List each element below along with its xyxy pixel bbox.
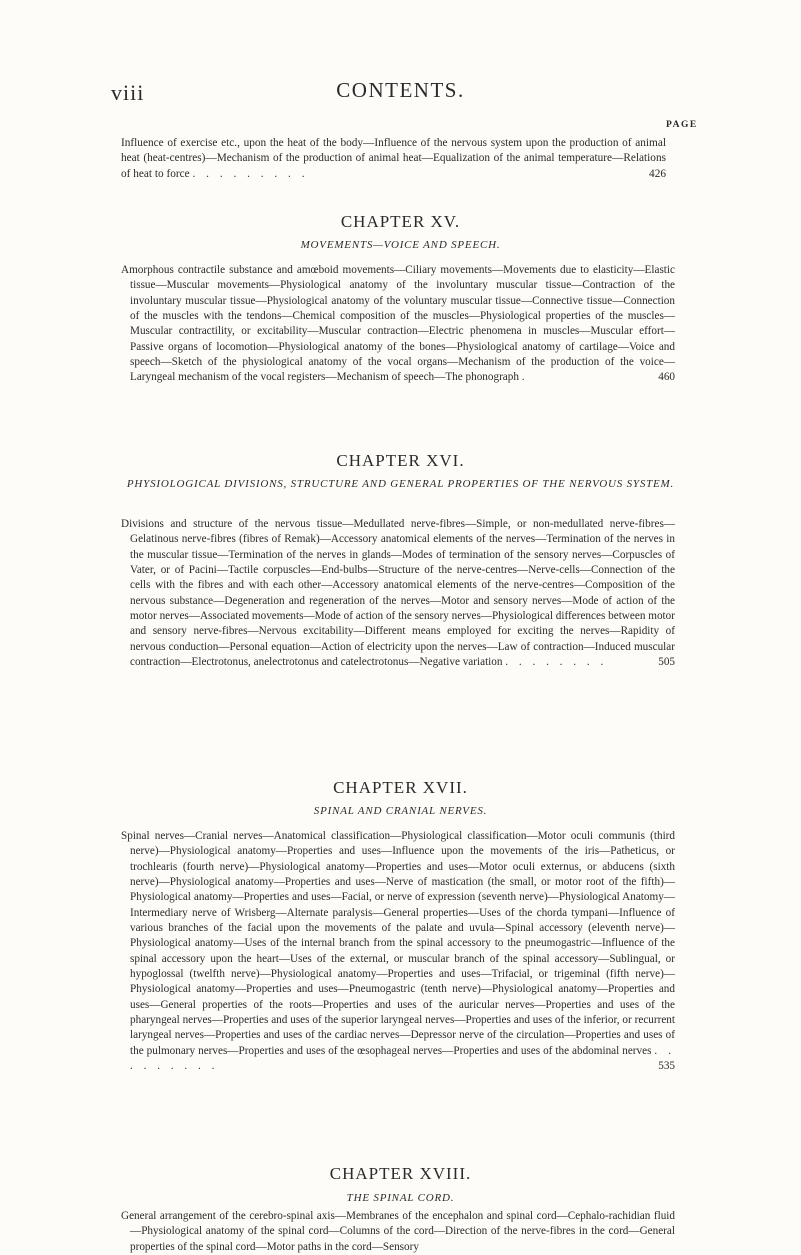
chapter-subtitle: THE SPINAL CORD. — [346, 1192, 455, 1204]
page-number: 460 — [658, 371, 675, 384]
entry-text: Amorphous contractile substance and amœboid movements—Ciliary movements—Movements due to elasticity—Elastic tissue—Muscular movements—Physiological anatomy of the involuntary muscular tissue—Contraction of the involuntary muscular tissue—Physiological anatomy of the voluntary muscular tissue—Connective tissue—Connection of the muscles with the tendons—Chemical composition of the muscles—Physiological properties of the muscles—Muscular contractility, or excitability—Muscular contraction—Electric phenomena in muscles—Muscular effort—Passive organs of locomotion—Physiological anatomy of the bones—Physiological anatomy of cartilage—Voice and speech—Sketch of the physiological anatomy of the vocal organs—Mechanism of the production of the voice—Laryngeal mechanism of the vocal registers—Mechanism of speech—The phonograph — [121, 264, 675, 384]
page-number: 426 — [649, 167, 666, 180]
entry-text: Influence of exercise etc., upon the heat of the body—Influence of the nervous system upon the production of animal heat (heat-centres)—Mechanism of the production of animal heat—Equalization of the animal temperature—Relations of heat to force — [121, 137, 666, 180]
chapter-synopsis — [121, 829, 675, 1075]
chapter-title: CHAPTER XVI. — [336, 451, 465, 470]
chapter-synopsis — [121, 1209, 675, 1255]
chapter-title: CHAPTER XV. — [340, 212, 461, 231]
chapter-title: CHAPTER XVIII. — [329, 1164, 472, 1183]
chapter-subtitle: MOVEMENTS—VOICE AND SPEECH. — [300, 239, 501, 251]
page-number: 535 — [658, 1060, 675, 1073]
entry-text: Spinal nerves—Cranial nerves—Anatomical classification—Physiological classification—Motor oculi communis (third nerve)—Physiological anatomy—Properties and uses—Influence upon the movements of the iris—Patheticus, or trochlearis (fourth nerve)—Physiological anatomy—Properties and uses—Motor oculi externus, or abducens (sixth nerve)—Physiological anatomy—Properties and uses—Nerve of mastication (the small, or motor root of the fifth)—Physiological anatomy—Properties and uses—Facial, or nerve of expression (seventh nerve)—Physiological Anatomy—Intermediary nerve of Wrisberg—Alternate paralysis—General properties—Uses of the chorda tympani—Influence of various branches of the facial upon the movements of the palate and uvula—Spinal accessory (eleventh nerve)—Physiological anatomy—Uses of the internal branch from the spinal accessory to the pneumogastric—Influence of the spinal accessory upon the heart—Uses of the external, or muscular branch of the spinal accessory—Sublingual, or hypoglossal (twelfth nerve)—Physiological anatomy—Properties and uses—Trifacial, or trigeminal (fifth nerve)—Physiological anatomy—Properties and uses—Pneumogastric (tenth nerve)—Physiological anatomy—Properties and uses—General properties of the roots—Properties and uses of the auricular nerves—Properties and uses of the pharyngeal nerves—Properties and uses of the superior laryngeal nerves—Properties and uses of the inferior, or recurrent laryngeal nerves—Properties and uses of the cardiac nerves—Depressor nerve of the circulation—Properties and uses of the pulmonary nerves—Properties and uses of the œsophageal nerves—Properties and uses of the abdominal nerves — [121, 830, 675, 1057]
leader-dots: . . . . . . . . — [505, 656, 608, 669]
chapter-title: CHAPTER XVII. — [333, 778, 468, 797]
contents-entry-intro — [121, 136, 666, 182]
page-column-label: PAGE — [666, 120, 698, 130]
entry-text: General arrangement of the cerebro-spinal axis—Membranes of the encephalon and spinal cord—Cephalo-rachidian fluid—Physiological anatomy of the spinal cord—Columns of the cord—Direction of the nerve-fibres in the cord—General properties of the spinal cord—Motor paths in the cord—Sensory — [121, 1210, 675, 1253]
running-head: CONTENTS. — [336, 78, 465, 102]
chapter-synopsis — [121, 263, 675, 386]
folio: viii — [111, 80, 145, 105]
leader-dots: . . . . . . . . . — [192, 167, 309, 180]
chapter-subtitle: SPINAL AND CRANIAL NERVES. — [313, 805, 488, 817]
page-number: 505 — [658, 656, 675, 669]
chapter-subtitle: PHYSIOLOGICAL DIVISIONS, STRUCTURE AND GENERAL PROPERTIES OF THE NERVOUS SYSTEM. — [126, 478, 675, 490]
chapter-synopsis — [121, 517, 675, 670]
leader-dots: . . . . . . . . . — [130, 1044, 675, 1073]
entry-text: Divisions and structure of the nervous tissue—Medullated nerve-fibres—Simple, or non-medullated nerve-fibres—Gelatinous nerve-fibres (fibres of Remak)—Accessory anatomical elements of the nerves—Termination of the nerves in the muscular tissue—Termination of the nerves in glands—Modes of termination of the sensory nerves—Corpuscles of Vater, or of Pacini—Tactile corpuscles—End-bulbs—Structure of the nerve-centres—Nerve-cells—Connection of the cells with the fibres and with each other—Accessory anatomical elements of the nerve-centres—Composition of the nervous substance—Degeneration and regeneration of the nerves—Motor and sensory nerves—Mode of action of the motor nerves—Associated movements—Mode of action of the sensory nerves—Physiological differences between motor and sensory nerve-fibres—Nervous excitability—Different means employed for exciting the nerves—Rapidity of nervous conduction—Personal equation—Action of electricity upon the nerves—Law of contraction—Induced muscular contraction—Electrotonus, anelectrotonus and catelectrotonus—Negative variation — [121, 518, 675, 669]
leader-dots: . — [521, 371, 529, 384]
